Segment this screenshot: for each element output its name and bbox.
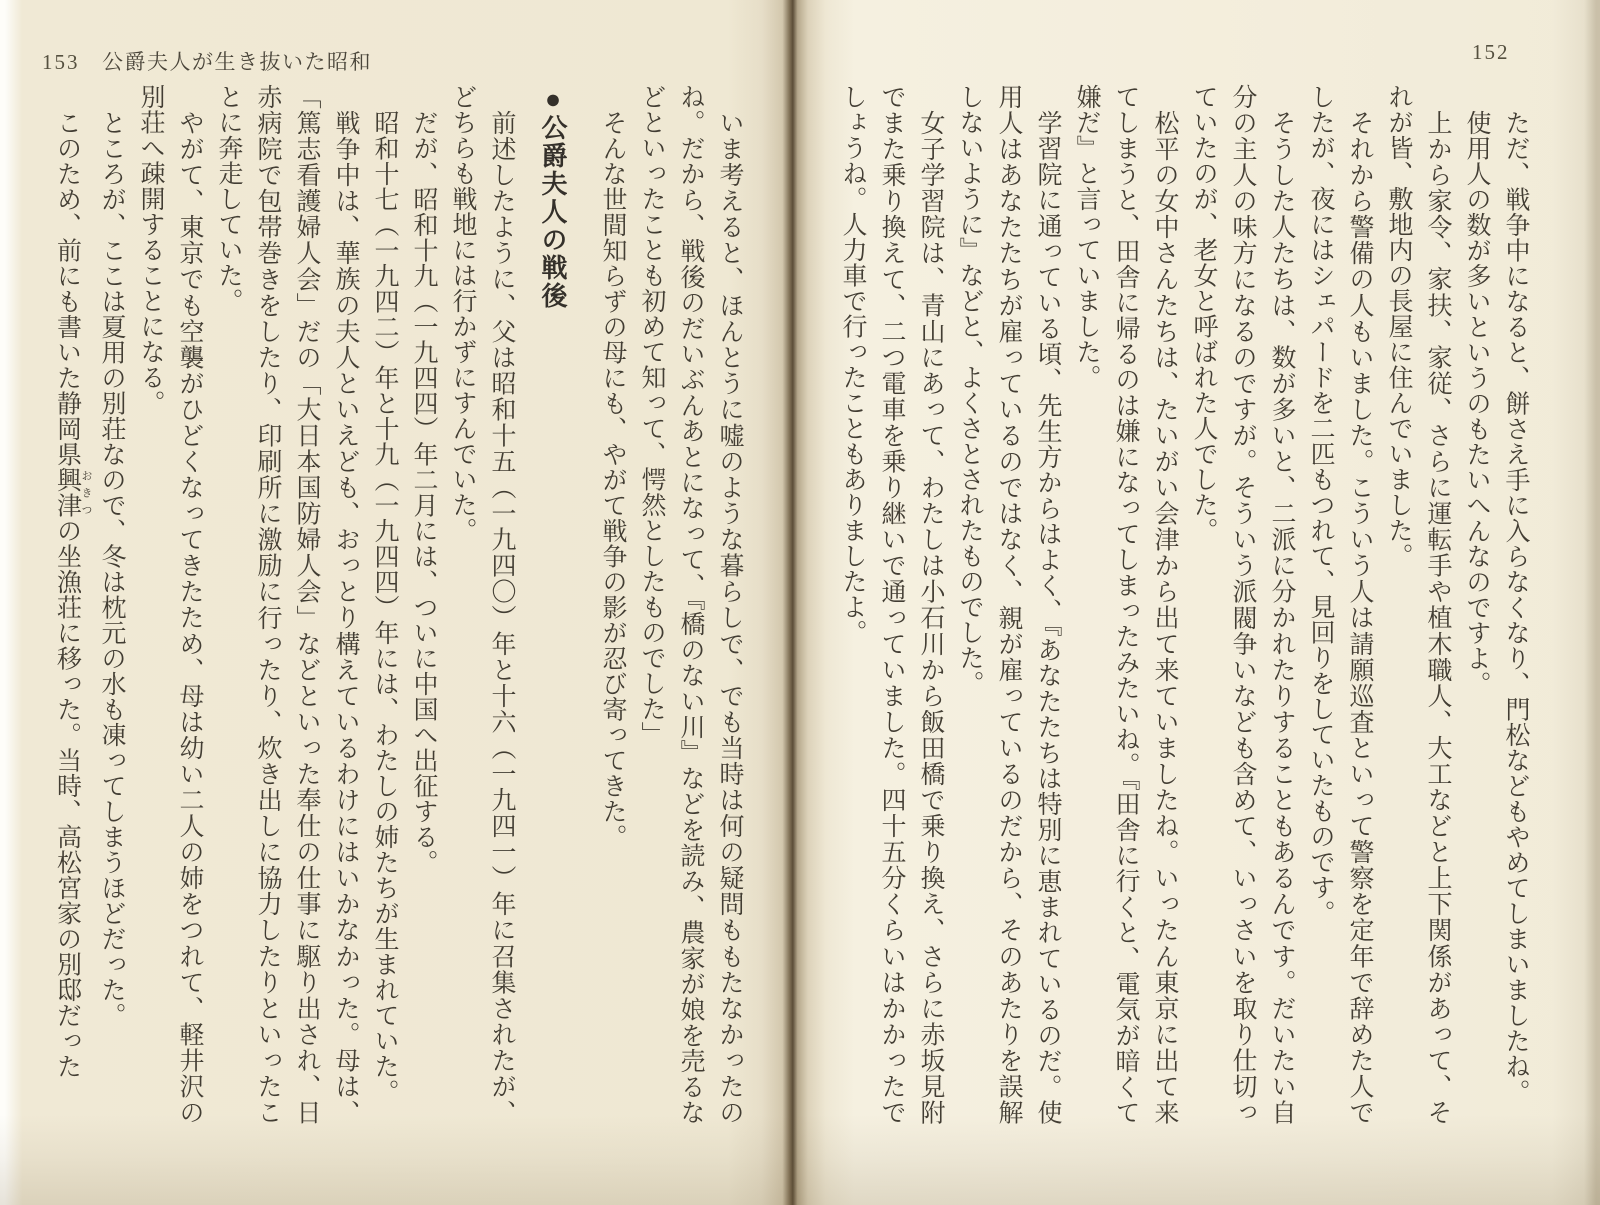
paragraph: 松平の女中さんたちは、たいがい会津から出て来ていましたね。いったん東京に出て来てしまうと、田舎に帰るのは嫌になってしまったみたいね。『田舎に行くと、電気が暗くて嫌だ』と言っていました。 xyxy=(1073,84,1178,1126)
section-heading-label: 公爵夫人の戦後 xyxy=(538,114,568,310)
paragraph: 昭和十七（一九四二）年と十九（一九四四）年には、わたしの姉たちが生まれていた。 xyxy=(371,110,398,1105)
paragraph: やがて、東京でも空襲がひどくなってきたため、母は幼い二人の姉をつれて、軽井沢の別荘へ疎開することになる。 xyxy=(137,84,203,1125)
page-number-152: 152 xyxy=(1472,40,1510,64)
section-bullet-icon: ● xyxy=(538,84,568,114)
section-heading xyxy=(533,84,573,1125)
paragraph: いま考えると、ほんとうに嘘のような暮らしで、でも当時は何の疑問ももたなかったのね。だから、戦後のだいぶんあとになって、『橋のない川』などを読み、農家が娘を売るなどといったことも初めて知って、愕然としたものでした」 xyxy=(638,84,743,1125)
paragraph: そうした人たちは、数が多いと、二派に分かれたりすることもあるんです。だいたい自分の主人の味方になるのですが。そういう派閥争いなども含めて、いっさいを取り仕切っていたのが、老女と呼ばれた人でした。 xyxy=(1190,84,1295,1125)
page-153-text xyxy=(45,84,749,1125)
page-152-text xyxy=(831,84,1535,1125)
paragraph: 学習院に通っている頃、先生方からはよく、『あなたたちは特別に恵まれているのだ。使用人はあなたたちが雇っているのではなく、親が雇っているのだから、そのあたりを誤解しないように』などと、よくさとされたものでした。 xyxy=(956,84,1061,1126)
paragraph: そんな世間知らずの母にも、やがて戦争の影が忍び寄ってきた。 xyxy=(599,110,626,850)
paragraph: 女子学習院は、青山にあって、わたしは小石川から飯田橋で乗り換え、さらに赤坂見附でまた乗り換えて、二つ電車を乗り継いで通っていました。四十五分くらいはかかったでしょうね。人力車で行ったこともありましたよ。 xyxy=(839,84,944,1125)
paragraph: ただ、戦争中になると、餅さえ手に入らなくなり、門松などもやめてしまいましたね。 xyxy=(1502,110,1529,1105)
paragraph: 上から家令、家扶、家従、さらに運転手や植木職人、大工などと上下関係があって、それが皆、敷地内の長屋に住んでいました。 xyxy=(1385,84,1451,1125)
page-number-153: 153 xyxy=(42,50,80,74)
paragraph: このため、前にも書いた静岡県興津 おきつの坐漁荘に移った。当時、高松宮家の別邸だった xyxy=(53,110,92,1079)
paragraph: ところが、ここは夏用の別荘なので、冬は枕元の水も凍ってしまうほどだった。 xyxy=(98,110,125,1028)
paragraph: 戦争中は、華族の夫人といえども、おっとり構えているわけにはいかなかった。母は、「篤志看護婦人会」だの「大日本国防婦人会」などといった奉仕の仕事に駆り出され、日赤病院で包帯巻きをしたり、印刷所に激励に行ったり、炊き出しに協力したりといったことに奔走していた。 xyxy=(215,84,359,1125)
paragraph: 使用人の数が多いというのもたいへんなのですよ。 xyxy=(1463,110,1490,697)
paragraph: だが、昭和十九（一九四四）年二月には、ついに中国へ出征する。 xyxy=(410,110,437,875)
paragraph: それから警備の人もいました。こういう人は請願巡査といって警察を定年で辞めた人でしたが、夜にはシェパードを二匹もつれて、見回りをしていたものです。 xyxy=(1307,84,1373,1125)
running-header: 公爵夫人が生き抜いた昭和 xyxy=(102,50,372,74)
paragraph: 前述したように、父は昭和十五（一九四〇）年と十六（一九四一）年に召集されたが、どちらも戦地には行かずにすんでいた。 xyxy=(449,84,515,1125)
